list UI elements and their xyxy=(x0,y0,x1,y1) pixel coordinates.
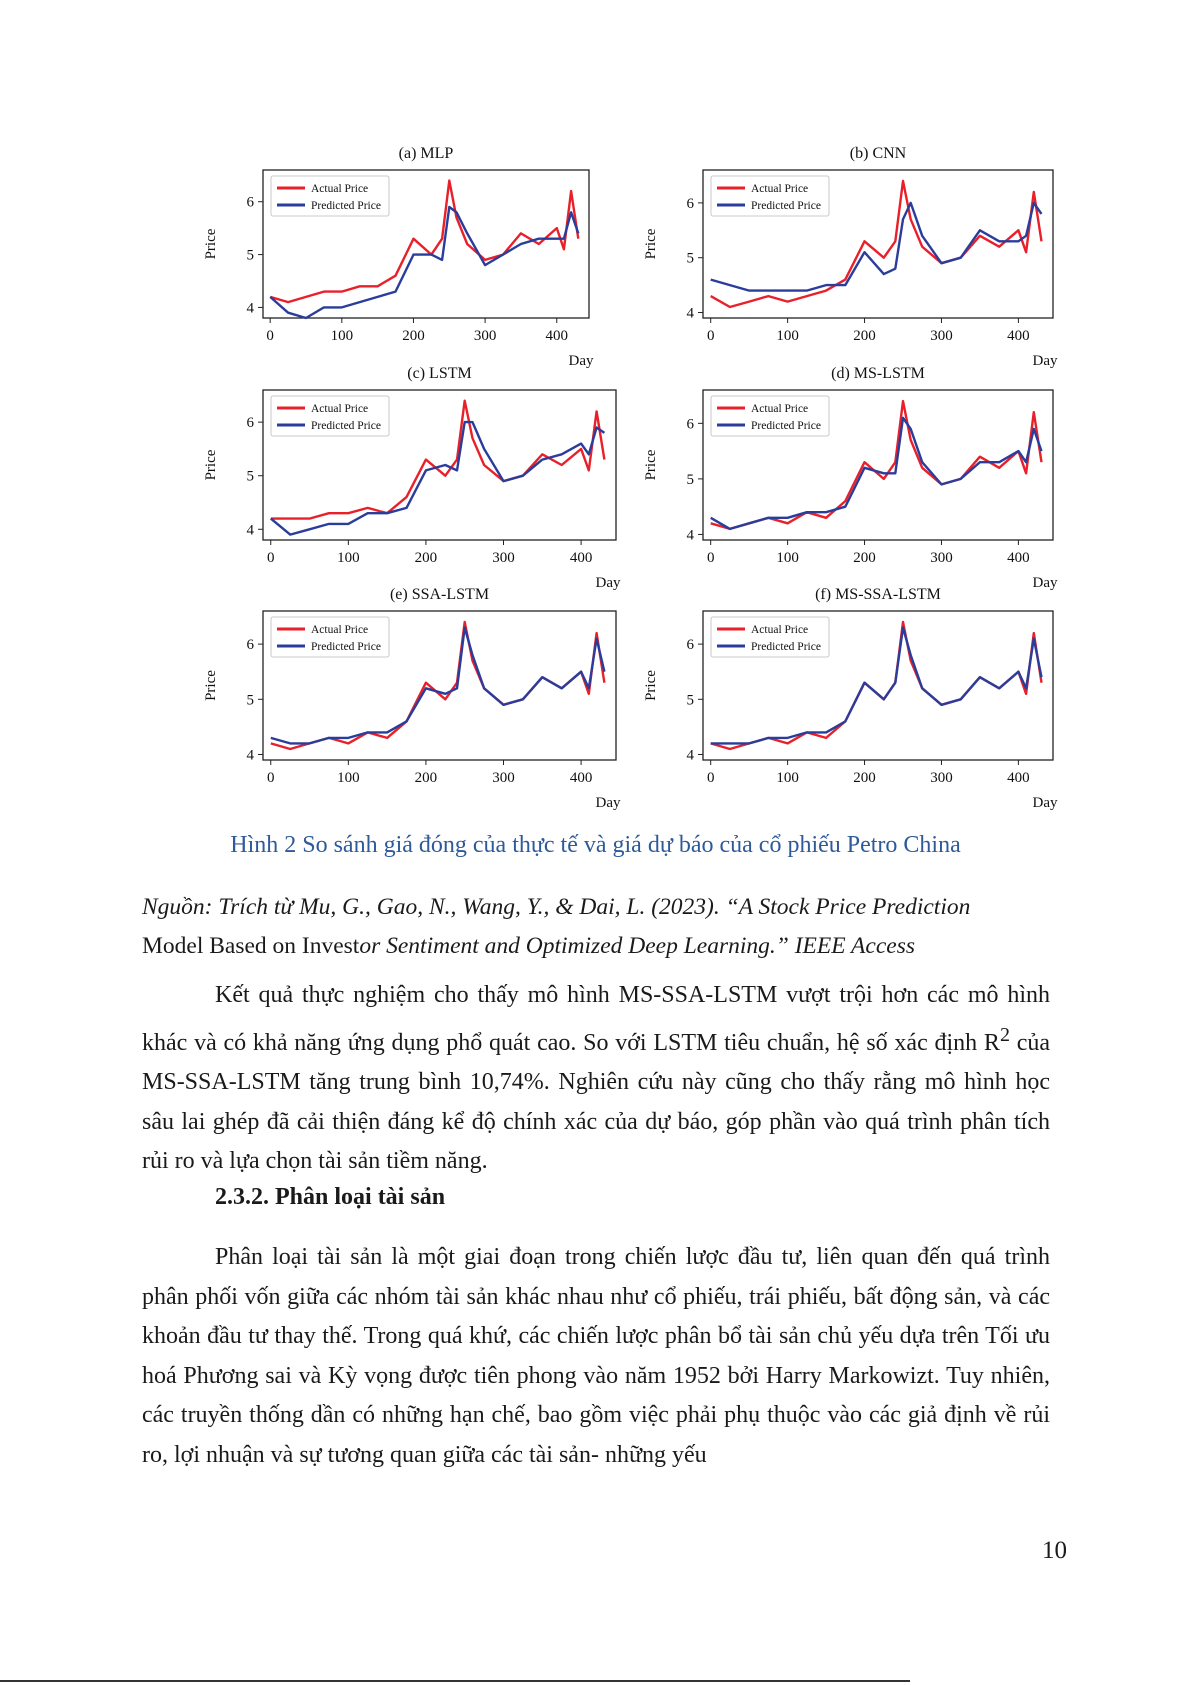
source-citation xyxy=(142,888,1052,966)
legend-label: Actual Price xyxy=(751,403,809,415)
y-tick-label: 5 xyxy=(246,468,254,485)
x-tick-label: 200 xyxy=(853,550,876,566)
x-tick-label: 0 xyxy=(706,328,715,344)
x-tick-label: 100 xyxy=(337,550,360,566)
y-tick-label: 4 xyxy=(686,527,694,544)
x-tick-label: 300 xyxy=(930,770,953,786)
chart-title: (f) MS-SSA-LSTM xyxy=(815,586,941,603)
legend-label: Actual Price xyxy=(311,624,369,636)
legend-label: Actual Price xyxy=(311,403,369,415)
x-tick-label: 0 xyxy=(706,550,715,566)
x-tick-label: 100 xyxy=(776,550,799,566)
x-tick-label: 0 xyxy=(267,550,275,566)
x-tick-label: 200 xyxy=(414,550,438,566)
superscript-2: 2 xyxy=(999,1023,1010,1046)
y-tick-label: 4 xyxy=(686,747,694,764)
figure-panels xyxy=(0,0,1191,830)
legend-label: Predicted Price xyxy=(751,420,821,432)
x-tick-label: 300 xyxy=(473,328,497,344)
chart-title: (c) LSTM xyxy=(407,365,472,382)
paragraph-results-part-2: của MS-SSA-LSTM tăng trung bình 10,74%. Nghiên cứu này cũng cho thấy rằng mô hình học sâu lai ghép đã cải thiện đáng kể độ chính xác của dự báo, góp phần vào quá trình phân tích rủi ro và lựa chọn tài sản tiềm năng. xyxy=(142,1029,1050,1174)
source-line-2-italic: or Sentiment and Optimized Deep Learning.” IEEE Access xyxy=(359,933,915,959)
x-tick-label: 200 xyxy=(402,328,425,344)
x-tick-label: 400 xyxy=(1007,328,1030,344)
x-tick-label: 0 xyxy=(267,770,275,786)
x-tick-label: 0 xyxy=(266,328,274,344)
x-tick-label: 100 xyxy=(330,328,354,344)
y-axis-label: Price xyxy=(643,670,659,701)
x-tick-label: 100 xyxy=(337,770,360,786)
y-tick-label: 5 xyxy=(246,692,254,709)
paragraph-results-part-1: Kết quả thực nghiệm cho thấy mô hình MS-SSA-LSTM vượt trội hơn các mô hình khác và có khả năng ứng dụng phổ quát cao. So với LSTM tiêu chuẩn, hệ số xác định R xyxy=(142,982,1050,1056)
chart-title: (b) CNN xyxy=(849,145,907,162)
y-tick-label: 6 xyxy=(246,415,254,432)
y-axis-label: Price xyxy=(643,228,659,260)
x-tick-label: 400 xyxy=(1007,770,1030,786)
paragraph-asset-allocation: Phân loại tài sản là một giai đoạn trong chiến lược đầu tư, liên quan đến quá trình phân phối vốn giữa các nhóm tài sản khác nhau như cổ phiếu, trái phiếu, bất động sản, và các khoản đầu tư thay thế. Trong quá khứ, các chiến lược phân bổ tài sản chủ yếu dựa trên Tối ưu hoá Phương sai và Kỳ vọng được tiên phong vào năm 1952 bởi Harry Markowizt. Tuy nhiên, các truyền thống dần có những hạn chế, bao gồm việc phải phụ thuộc vào các giả định về rủi ro, lợi nhuận và sự tương quan giữa các tài sản- những yếu xyxy=(142,1244,1050,1468)
legend-label: Predicted Price xyxy=(311,641,381,653)
chart-panel xyxy=(643,145,1058,369)
y-tick-label: 6 xyxy=(686,637,694,654)
x-tick-label: 200 xyxy=(414,770,438,786)
y-axis-label: Price xyxy=(203,449,219,481)
y-tick-label: 5 xyxy=(686,692,694,709)
chart-panel xyxy=(643,365,1058,591)
x-tick-label: 100 xyxy=(776,328,799,344)
legend-label: Actual Price xyxy=(311,183,369,195)
footer-rule xyxy=(0,1680,910,1682)
x-axis-label: Day xyxy=(568,353,594,369)
x-tick-label: 300 xyxy=(492,550,515,566)
chart-panel xyxy=(203,365,621,591)
x-axis-label: Day xyxy=(1032,353,1058,369)
y-tick-label: 6 xyxy=(686,195,694,212)
x-tick-label: 400 xyxy=(569,550,593,566)
y-axis-label: Price xyxy=(203,228,219,260)
y-tick-label: 4 xyxy=(246,522,254,539)
legend-label: Predicted Price xyxy=(311,200,381,212)
x-axis-label: Day xyxy=(595,575,621,591)
y-tick-label: 5 xyxy=(686,250,694,267)
x-tick-label: 400 xyxy=(545,328,569,344)
page-number: 10 xyxy=(1042,1537,1067,1564)
chart-panel xyxy=(203,586,621,811)
x-axis-label: Day xyxy=(1032,795,1058,811)
x-tick-label: 200 xyxy=(853,328,876,344)
chart-title: (e) SSA-LSTM xyxy=(389,586,490,603)
y-tick-label: 4 xyxy=(246,747,254,764)
chart-panel xyxy=(203,145,594,369)
legend-label: Predicted Price xyxy=(751,200,821,212)
x-tick-label: 200 xyxy=(853,770,876,786)
x-tick-label: 0 xyxy=(706,770,715,786)
y-tick-label: 6 xyxy=(246,194,254,211)
x-tick-label: 300 xyxy=(930,328,953,344)
section-heading: 2.3.2. Phân loại tài sản xyxy=(215,1184,446,1210)
chart-title: (a) MLP xyxy=(398,145,454,162)
x-axis-label: Day xyxy=(1032,575,1058,591)
legend-label: Predicted Price xyxy=(311,420,381,432)
y-tick-label: 6 xyxy=(686,416,694,433)
y-tick-label: 6 xyxy=(246,637,254,654)
y-tick-label: 5 xyxy=(246,247,254,264)
legend-label: Predicted Price xyxy=(751,641,821,653)
x-tick-label: 300 xyxy=(492,770,515,786)
x-axis-label: Day xyxy=(595,795,621,811)
legend-label: Actual Price xyxy=(751,624,809,636)
legend-label: Actual Price xyxy=(751,183,809,195)
figure-caption: Hình 2 So sánh giá đóng của thực tế và giá dự báo của cổ phiếu Petro China xyxy=(230,832,961,858)
y-tick-label: 5 xyxy=(686,471,694,488)
source-line-1: Nguồn: Trích từ Mu, G., Gao, N., Wang, Y., & Dai, L. (2023). “A Stock Price Prediction xyxy=(142,894,971,920)
y-tick-label: 4 xyxy=(686,305,694,322)
y-tick-label: 4 xyxy=(246,300,254,317)
source-line-2-plain: Model Based on Invest xyxy=(142,933,360,959)
chart-panel xyxy=(643,586,1058,811)
x-tick-label: 400 xyxy=(1007,550,1030,566)
x-tick-label: 300 xyxy=(930,550,953,566)
chart-title: (d) MS-LSTM xyxy=(831,365,925,382)
x-tick-label: 100 xyxy=(776,770,799,786)
paragraph-results xyxy=(142,976,1050,1182)
y-axis-label: Price xyxy=(203,670,219,701)
x-tick-label: 400 xyxy=(569,770,593,786)
y-axis-label: Price xyxy=(643,449,659,481)
